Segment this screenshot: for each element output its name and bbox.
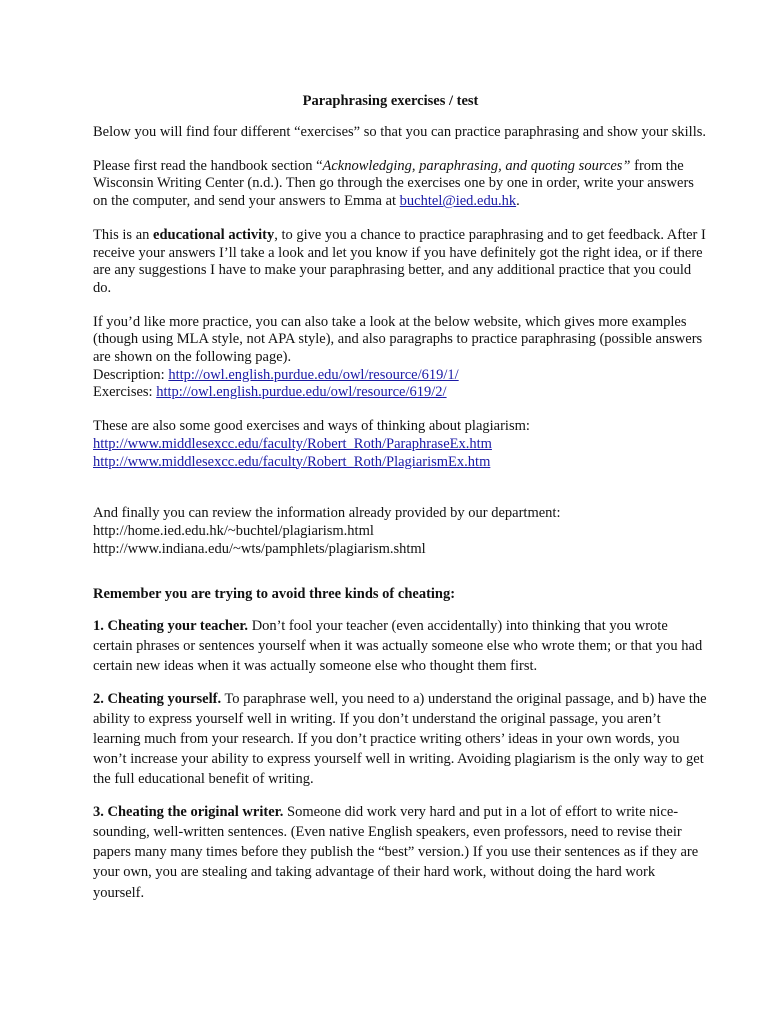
email-link[interactable]: buchtel@ied.edu.hk	[399, 193, 517, 210]
educational-paragraph	[93, 227, 708, 298]
exercises-link[interactable]: http://owl.english.purdue.edu/owl/resource/619/2/	[156, 384, 447, 401]
read-pre: Please first read the handbook section “	[93, 157, 323, 174]
item-text: To paraphrase well, you need to a) understand the original passage, and b) have the ability to express yourself well in writing. If you don’t understand the original passage, you aren’t learning much from your research. If you don’t practice writing others’ ideas in your own words, you won’t increase your ability to express yourself well in writing. Avoiding plagiarism is the only way to get the full educational benefit of writing.	[93, 690, 707, 788]
item-title: 1. Cheating your teacher.	[93, 618, 249, 635]
plagiarism-exercise-link[interactable]: http://www.middlesexcc.edu/faculty/Robert_Roth/PlagiarismEx.htm	[93, 453, 491, 470]
page-title: Paraphrasing exercises / test	[302, 93, 479, 109]
department-url-1: http://home.ied.edu.hk/~buchtel/plagiarism.html	[93, 522, 374, 539]
more-practice-paragraph	[93, 314, 708, 403]
read-paragraph	[93, 158, 708, 211]
item-text: Don’t fool your teacher (even accidentally) into thinking that you wrote certain phrases or sentences yourself when it was actually someone else who wrote them; or that you had certain new ideas when it was actually someone else who thought them first.	[93, 618, 703, 675]
item-title: 2. Cheating yourself.	[93, 690, 222, 707]
paraphrase-exercise-link[interactable]: http://www.middlesexcc.edu/faculty/Robert_Roth/ParaphraseEx.htm	[93, 435, 492, 452]
list-item	[93, 689, 708, 790]
department-url-2: http://www.indiana.edu/~wts/pamphlets/plagiarism.shtml	[93, 540, 426, 557]
cheating-list	[93, 616, 708, 903]
plagiarism-paragraph	[93, 418, 708, 471]
more-text: If you’d like more practice, you can also take a look at the below website, which gives more examples (though using MLA style, not APA style), and also paragraphs to practice paraphrasing (possible answers are shown on the following page).	[93, 313, 703, 366]
item-title: 3. Cheating the original writer.	[93, 803, 284, 820]
exercises-label: Exercises:	[93, 384, 157, 401]
source-title: Acknowledging, paraphrasing, and quoting sources”	[322, 157, 631, 174]
edu-bold: educational activity	[153, 226, 275, 243]
remember-heading: Remember you are trying to avoid three kinds of cheating:	[93, 586, 456, 603]
edu-pre: This is an	[93, 226, 154, 243]
plagiarism-text: These are also some good exercises and ways of thinking about plagiarism:	[93, 418, 530, 435]
department-paragraph	[93, 505, 708, 558]
intro-paragraph: Below you will find four different “exercises” so that you can practice paraphrasing and show your skills.	[93, 124, 706, 140]
edu-post: , to give you a chance to practice paraphrasing and to get feedback. After I receive your answers I’ll take a look and let you know if you have definitely got the right idea, or if there are any suggestions I have to make your paraphrasing better, and any additional practice that you could do.	[93, 226, 706, 296]
item-text: Someone did work very hard and put in a lot of effort to write nice-sounding, well-written sentences. (Even native English speakers, even professors, need to revise their papers many many times before they publish the “best” version.) If you use their sentences as if they are your own, you are stealing and taking advantage of their hard work, without doing the hard work yourself.	[93, 803, 699, 901]
description-link[interactable]: http://owl.english.purdue.edu/owl/resource/619/1/	[168, 366, 459, 383]
list-item	[93, 802, 708, 903]
read-post: .	[516, 193, 520, 210]
department-text: And finally you can review the information already provided by our department:	[93, 505, 561, 522]
read-mid: from the Wisconsin Writing Center (n.d.). Then go through the exercises one by one in order, write your answers on the computer, and send your answers to Emma at	[93, 157, 694, 210]
list-item	[93, 616, 708, 677]
description-label: Description:	[93, 366, 169, 383]
